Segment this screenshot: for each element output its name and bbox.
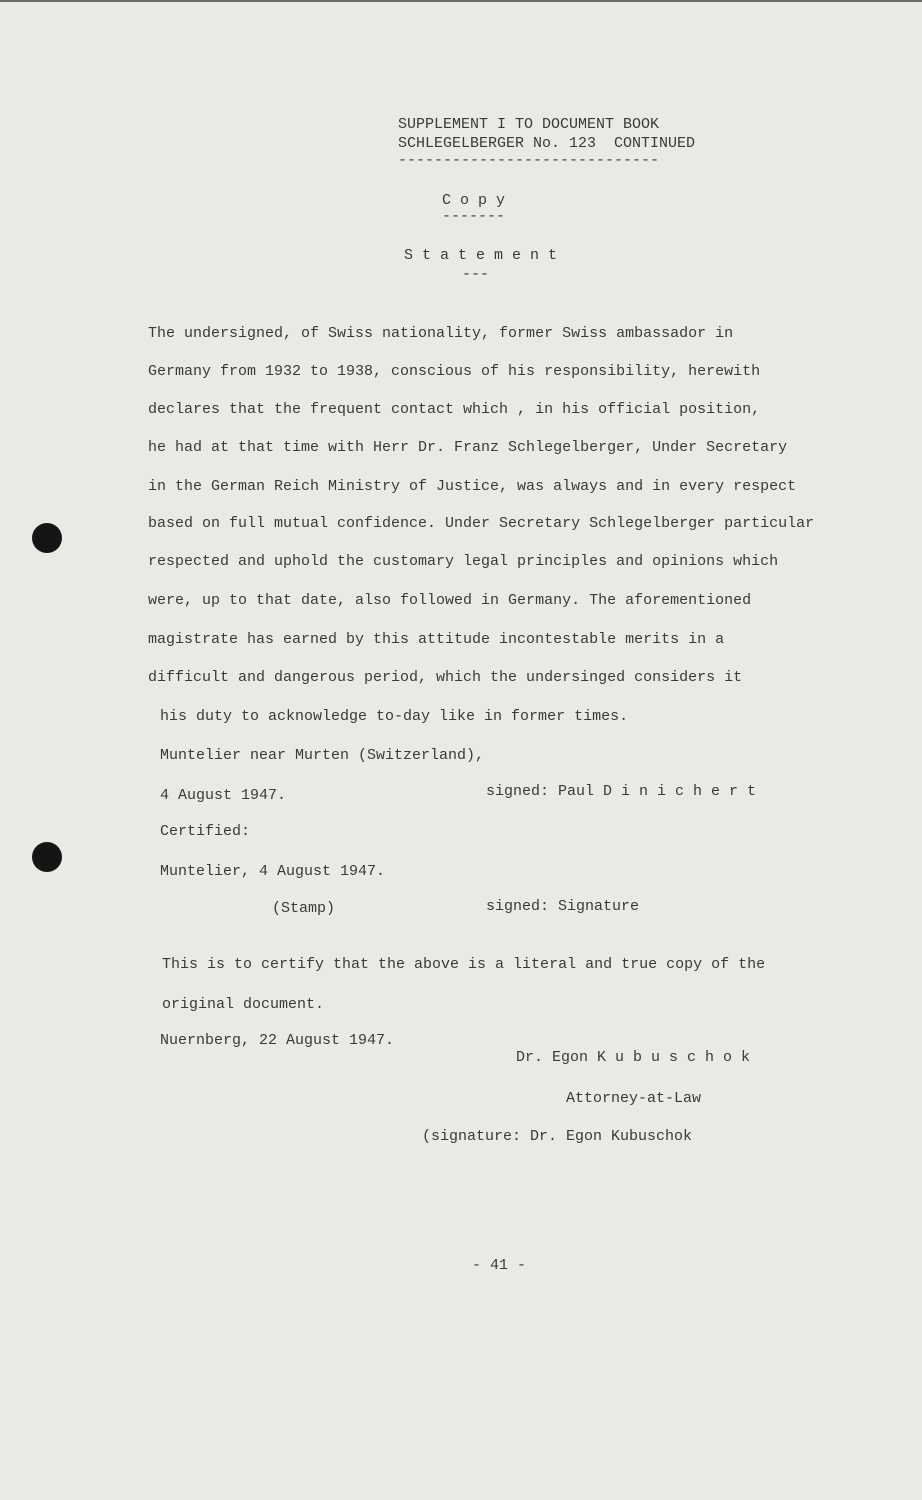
top-edge: [0, 0, 922, 2]
stamp-label: (Stamp): [272, 900, 336, 917]
nuernberg-date: Nuernberg, 22 August 1947.: [160, 1032, 395, 1049]
date-line: 4 August 1947.: [160, 787, 287, 804]
statement-heading: S t a t e m e n t: [404, 247, 558, 264]
copy-heading: C o p y: [442, 192, 506, 209]
statement-line: respected and uphold the customary legal principles and opinions which: [148, 553, 779, 570]
statement-line: magistrate has earned by this attitude incontestable merits in a: [148, 631, 725, 648]
statement-line: difficult and dangerous period, which the undersinged considers it: [148, 669, 743, 686]
statement-line: he had at that time with Herr Dr. Franz Schlegelberger, Under Secretary: [148, 439, 788, 456]
statement-line: based on full mutual confidence. Under Secretary Schlegelberger particular: [148, 515, 815, 532]
copy-heading-rule: -------: [442, 208, 506, 225]
statement-line: were, up to that date, also followed in Germany. The aforementioned: [148, 592, 752, 609]
statement-line: his duty to acknowledge to-day like in former times.: [160, 708, 629, 725]
header-line-2: SCHLEGELBERGER No. 123 CONTINUED: [398, 135, 696, 152]
certify-line: original document.: [162, 996, 325, 1013]
certify-line: This is to certify that the above is a literal and true copy of the: [162, 956, 766, 973]
punch-hole-top: [32, 523, 62, 553]
punch-hole-bottom: [32, 842, 62, 872]
signed-signature: signed: Signature: [486, 898, 640, 915]
signed-dinichert: signed: Paul D i n i c h e r t: [486, 783, 757, 800]
statement-heading-rule: ---: [462, 266, 490, 283]
certified-place-date: Muntelier, 4 August 1947.: [160, 863, 386, 880]
attorney-name: Dr. Egon K u b u s c h o k: [516, 1049, 751, 1066]
certified-label: Certified:: [160, 823, 251, 840]
attorney-title: Attorney-at-Law: [566, 1090, 702, 1107]
statement-line: The undersigned, of Swiss nationality, former Swiss ambassador in: [148, 325, 734, 342]
header-rule: -----------------------------: [398, 152, 660, 169]
statement-line: in the German Reich Ministry of Justice, was always and in every respect: [148, 478, 797, 495]
attorney-signature: (signature: Dr. Egon Kubuschok: [422, 1128, 693, 1145]
statement-line: Germany from 1932 to 1938, conscious of his responsibility, herewith: [148, 363, 761, 380]
page-number: - 41 -: [472, 1257, 527, 1274]
header-line-1: SUPPLEMENT I TO DOCUMENT BOOK: [398, 116, 660, 133]
place-line: Muntelier near Murten (Switzerland),: [160, 747, 485, 764]
statement-line: declares that the frequent contact which , in his official position,: [148, 401, 761, 418]
